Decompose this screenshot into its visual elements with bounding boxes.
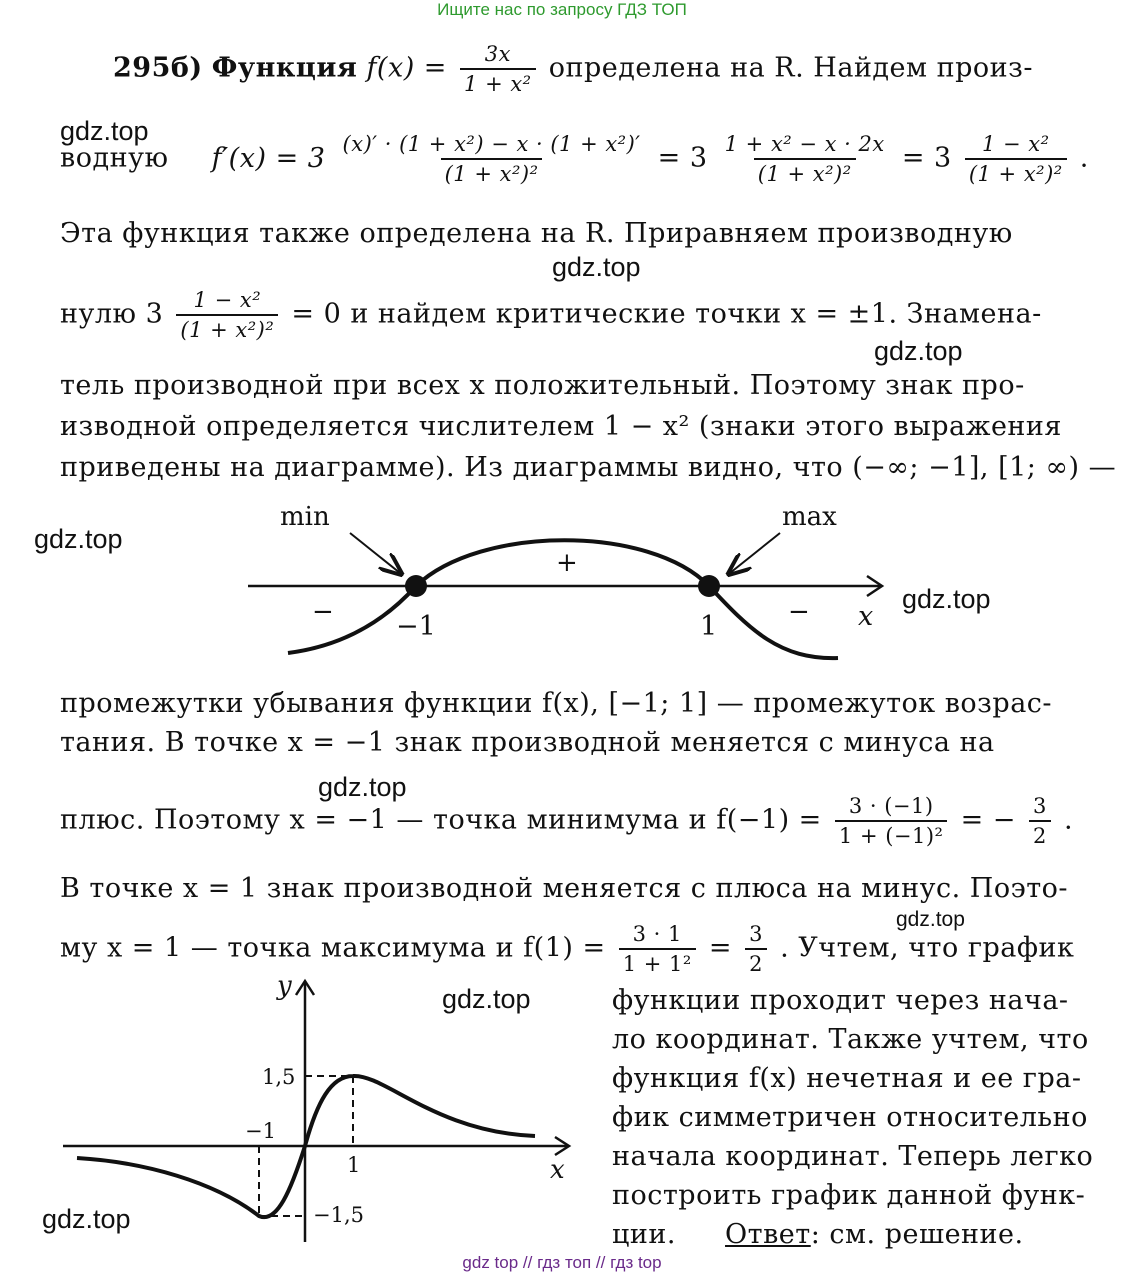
last-word: ции. [612, 1219, 676, 1250]
graph-xneg-label: −1 [245, 1119, 276, 1143]
fraction-1: $\frac{\text{(x)′ · (1 + x²) − x · (1 + x²)′}}{\text{(1 + x²)²}}$ [342, 132, 641, 186]
line-4 [60, 288, 1042, 342]
right-line-6: построить график данной функ- [612, 1180, 1086, 1211]
sign-diagram [240, 495, 900, 670]
period: . [1079, 142, 1089, 174]
derivative-lhs: f′(x) = 3 [211, 142, 326, 174]
axis-label-x: x [858, 601, 874, 632]
tick-1: 1 [700, 611, 718, 642]
line-9: тания. В точке x = −1 знак производной меняется с минуса на [60, 727, 995, 758]
answer-text: : см. решение. [810, 1219, 1024, 1250]
f-of-x: f(x) = [366, 52, 447, 84]
watermark-8: gdz.top [442, 984, 531, 1014]
line-4-start: нулю 3 [60, 298, 164, 330]
line-6: изводной определяется числителем 1 − x² (знаки этого выражения [60, 411, 1062, 442]
watermark-7: gdz.top [896, 908, 965, 931]
line-12 [60, 922, 1074, 976]
line-12-start: му x = 1 — точка максимума и f(1) = [60, 932, 606, 964]
fraction-2: $\frac{\text{1 + x² − x · 2x}}{\text{(1 + x²)²}}$ [724, 132, 885, 186]
tick-minus-1: −1 [396, 611, 436, 642]
graph-xpos-label: 1 [347, 1153, 361, 1177]
right-line-5: начала координат. Теперь легко [612, 1141, 1094, 1172]
sign-plus: + [556, 548, 578, 578]
fraction-3: $\frac{\text{1 − x²}}{\text{(1 + x²)²}}$ [965, 132, 1067, 186]
label-max: max [782, 502, 837, 532]
word-function: Функция [211, 52, 358, 84]
problem-number: 295б) [113, 52, 203, 84]
critical-point-minus-1 [405, 575, 427, 597]
footer-links[interactable]: gdz top // гдз топ // гдз top [462, 1253, 662, 1272]
right-line-2: ло координат. Также учтем, что [612, 1024, 1089, 1055]
line-3: Эта функция также определена на R. Приравняем производную [60, 218, 1013, 249]
line-8: промежутки убывания функции f(x), [−1; 1] — промежуток возрас- [60, 688, 1053, 719]
graph-ymin-label: −1,5 [313, 1203, 364, 1227]
line-11: В точке x = 1 знак производной меняется с плюса на минус. Поэто- [60, 873, 1069, 904]
right-line-3: функция f(x) нечетная и ее гра- [612, 1063, 1082, 1094]
line-7: приведены на диаграмме). Из диаграммы видно, что (−∞; −1], [1; ∞) — [60, 452, 1117, 483]
watermark-5: gdz.top [902, 584, 991, 614]
watermark-1: gdz.top [60, 116, 149, 146]
top-banner[interactable]: Ищите нас по запросу ГДЗ ТОП [437, 0, 687, 19]
line-10-start: плюс. Поэтому x = −1 — точка минимума и f(−1) = [60, 804, 822, 836]
watermark-3: gdz.top [874, 336, 963, 366]
fraction-3-2-a: $\frac{3}{2}$ [1029, 794, 1051, 848]
graph-y-label: y [277, 971, 292, 1001]
sign-minus-right: − [788, 597, 810, 627]
line-10 [60, 794, 1073, 848]
min-arrow [350, 533, 400, 573]
line-4-end: = 0 и найдем критические точки x = ±1. Знамена- [291, 298, 1042, 330]
max-arrow [730, 533, 780, 573]
line-5: тель производной при всех x положительный. Поэтому знак про- [60, 370, 1025, 401]
watermark-4: gdz.top [34, 524, 123, 554]
line-12-end: . Учтем, что график [780, 932, 1075, 964]
fraction-4: $\frac{\text{1 − x²}}{\text{(1 + x²)²}}$ [176, 288, 278, 342]
equals-1: = 3 [657, 142, 708, 174]
equals-2: = 3 [901, 142, 952, 174]
equals-minus: = − [960, 804, 1016, 836]
line-2 [60, 132, 1089, 186]
fraction-fx: $\frac{3x}{\text{1 + x²}}$ [460, 42, 536, 96]
fraction-f-1: $\frac{3 \cdot 1}{\text{1 + 1²}}$ [619, 922, 696, 976]
word-derivative: водную [60, 142, 169, 174]
right-line-4: фик симметричен относительно [612, 1102, 1088, 1133]
critical-point-1 [698, 575, 720, 597]
period-2: . [1063, 804, 1074, 836]
watermark-9: gdz.top [42, 1204, 131, 1234]
fraction-3-2-b: $\frac{3}{2}$ [745, 922, 767, 976]
line-1 [113, 42, 1033, 96]
label-min: min [280, 502, 330, 532]
right-line-7 [612, 1219, 1024, 1250]
line-1-rest: определена на R. Найдем произ- [548, 52, 1033, 84]
equals-3: = [708, 932, 733, 964]
watermark-2: gdz.top [552, 252, 641, 282]
answer-label: Ответ [725, 1219, 811, 1250]
fraction-f-minus-1: $\frac{3 \cdot (-1)}{\text{1 + (−1)²}}$ [835, 794, 948, 848]
watermark-6: gdz.top [318, 772, 407, 802]
right-line-1: функции проходит через нача- [612, 985, 1069, 1016]
function-graph [55, 970, 595, 1250]
graph-x-label: x [550, 1155, 565, 1185]
sign-minus-left: − [312, 597, 334, 627]
graph-ymax-label: 1,5 [262, 1065, 296, 1089]
